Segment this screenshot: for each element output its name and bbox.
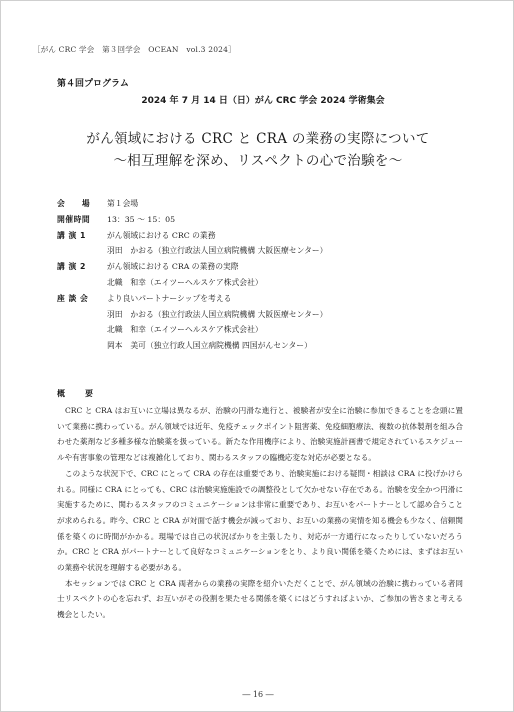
program-label: 第４回プログラム xyxy=(57,79,129,89)
venue-value: 第１会場 xyxy=(107,199,139,208)
abstract-body xyxy=(57,403,463,623)
abstract-paragraph: CRC と CRA はお互いに立場は異なるが、治験の円滑な進行と、被験者が安全に治験に参加できることを念頭に置いて業務に携わっている。がん領域では近年、免疫チェックポイント阻害薬、免疫細胞療法、複数の抗体製剤を組み合わせた薬剤など多種多様な治験薬を扱っている。新たな作用機序により、治験実施計画書で規定されているスケジュールや有害事象の管理などは複雑化しており、関わるスタッフの臨機応変な対応が必要となる。 xyxy=(57,406,463,463)
session-subtitle: ～相互理解を深め、リスペクトの心で治験を～ xyxy=(113,153,403,169)
panel-member: 岡本 美可（独立行政人国立病院機構 四国がんセンター） xyxy=(107,341,312,351)
panel-title: より良いパートナーシップを考える xyxy=(107,293,232,303)
time-row xyxy=(57,212,477,228)
lecture1-speaker: 羽田 かおる（独立行政法人国立病院機構 大阪医療センター） xyxy=(107,246,328,256)
lecture1-title: がん領域における CRC の業務 xyxy=(107,230,216,240)
lecture2-row xyxy=(57,259,477,275)
session-info xyxy=(57,196,477,354)
session-title: がん領域における CRC と CRA の業務の実際について xyxy=(86,131,430,147)
event-date-line: 2024 年 7 月 14 日（日）がん CRC 学会 2024 学術集会 xyxy=(141,96,385,106)
lecture2-title: がん領域における CRA の業務の実際 xyxy=(107,262,239,272)
panel-row xyxy=(57,291,477,307)
panel-label: 座 談 会 xyxy=(57,293,89,303)
lecture1-row xyxy=(57,228,477,244)
abstract-paragraph: 本セッションでは CRC と CRA 両者からの業務の実際を紹介いただくことで、がん領域の治験に携わっている者同士リスペクトの心を忘れず、お互いがその役割を果たせる関係を築くにはどうすればよいか、ご参加の皆さまと考える機会としたい。 xyxy=(57,578,463,620)
abstract-heading: 概 要 xyxy=(57,389,99,398)
page-number: ― 16 ― xyxy=(242,690,274,699)
time-label: 開催時間 xyxy=(57,214,91,224)
panel-member: 北幟 和幸（エイツーヘルスケア株式会社） xyxy=(107,325,263,335)
lecture1-label: 講 演 1 xyxy=(57,230,86,240)
journal-header: ［がん CRC 学会 第３回学会 OCEAN vol.3 2024］ xyxy=(33,45,236,54)
venue-row xyxy=(57,196,477,212)
abstract-paragraph: このような状況下で、CRC にとって CRA の存在は重要であり、治験実施における疑問・相談は CRA に投げかけられる。同様に CRA にとっても、CRC は治験実施施設での調整役として欠かせない存在である。治験を安全かつ円滑に実施するために、関わるスタッフのコミュニケーションは非常に重要であり、お互いをパートナーとして認め合うことが求められる。昨今、CRC と CRA が対面で話す機会が減っており、お互いの業務の実情を知る機会も少なく、信頼関係を築くのに時間がかかる。現場では自己の状況ばかりを主張したり、対応が一方通行になったりしていないだろうか。CRC と CRA がパートナーとして良好なコミュニケーションをとり、より良い関係を築くためには、まずはお互いの業務や状況を理解する必要がある。 xyxy=(57,468,463,573)
lecture2-speaker: 北幟 和幸（エイツーヘルスケア株式会社） xyxy=(107,277,263,287)
lecture2-label: 講 演 2 xyxy=(57,262,86,272)
panel-member: 羽田 かおる（独立行政法人国立病院機構 大阪医療センター） xyxy=(107,309,328,319)
time-value: 13：35 ～ 15：05 xyxy=(107,214,176,224)
venue-label: 会 場 xyxy=(57,199,91,208)
